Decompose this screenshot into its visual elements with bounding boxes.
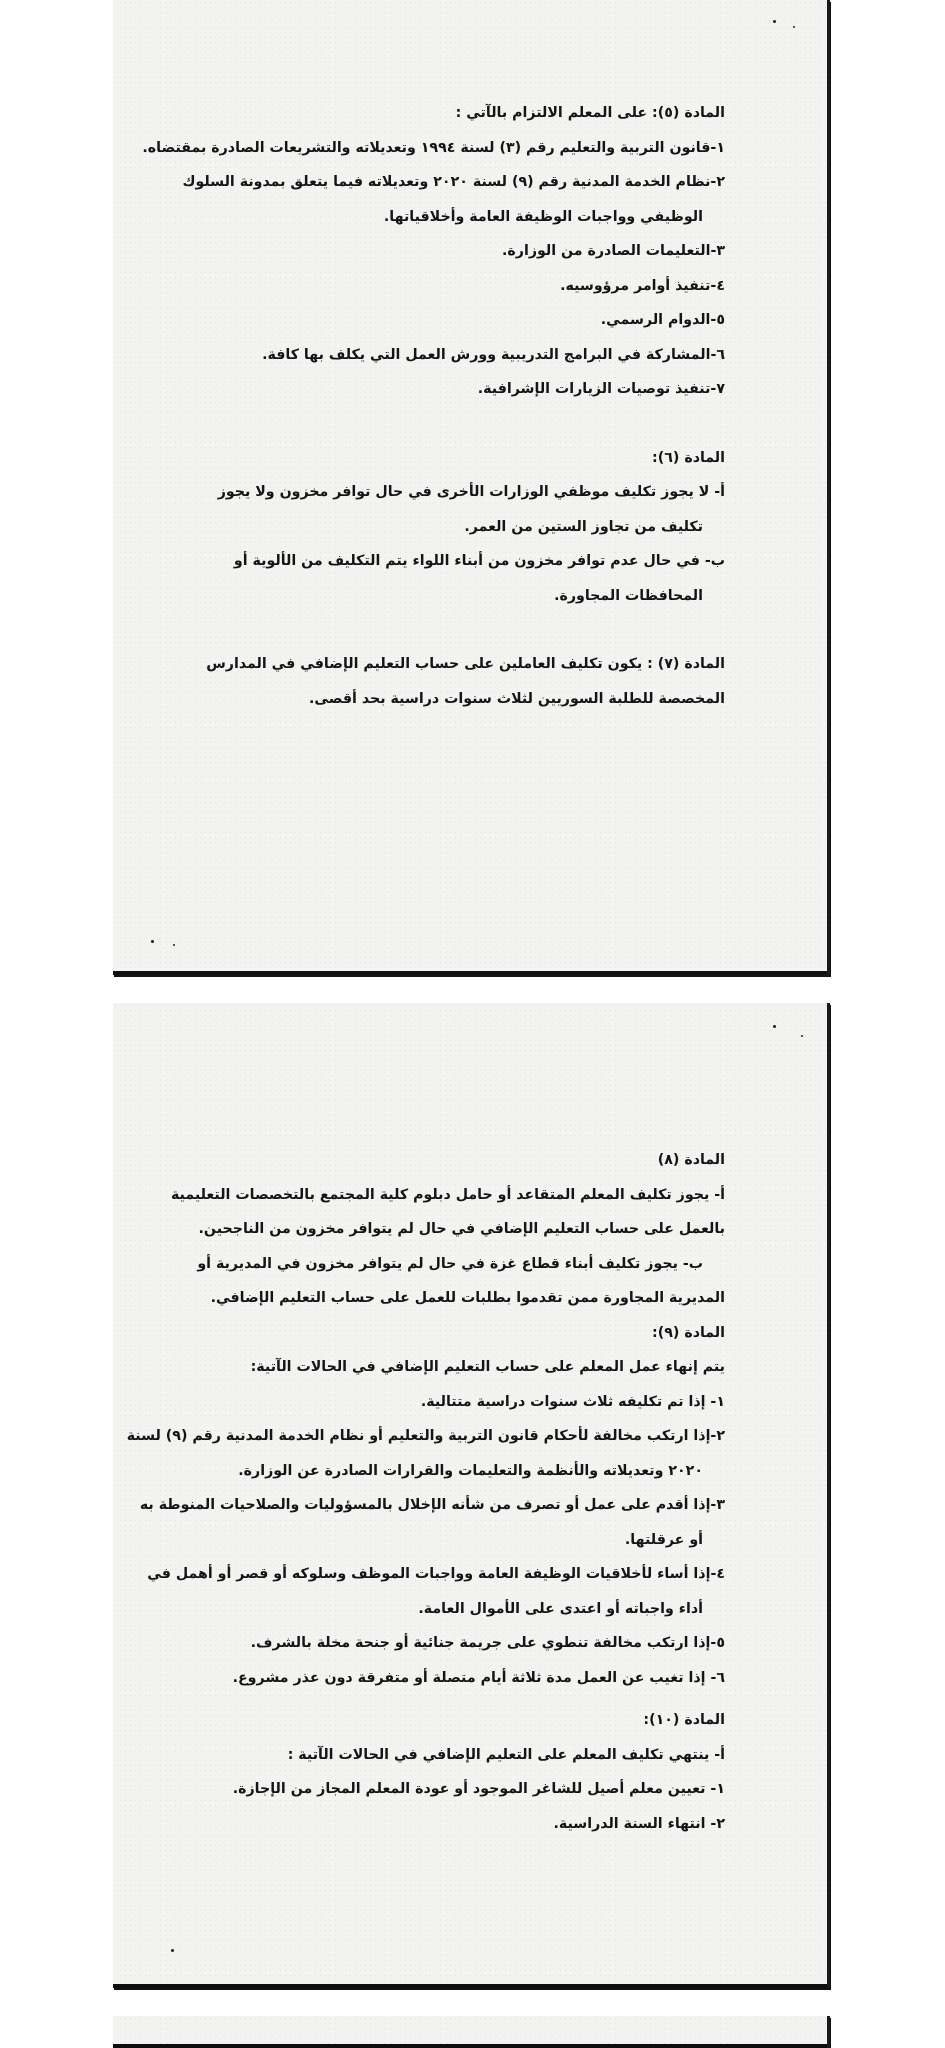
article-9-item-4-cont: أداء واجباته أو اعتدى على الأموال العامة.	[418, 1600, 703, 1617]
article-6-heading: المادة (٦):	[652, 449, 725, 466]
scan-speck	[793, 26, 795, 28]
article-6-clause-a-cont: تكليف من تجاوز الستين من العمر.	[464, 518, 703, 535]
article-9-item-5: ٥-إذا ارتكب مخالفة تنطوي على جريمة جنائية أو جنحة مخلة بالشرف.	[250, 1635, 725, 1651]
scan-speck	[801, 1035, 803, 1037]
scan-speck	[171, 1949, 174, 1952]
article-6-clause-b-cont: المحافظات المجاورة.	[554, 587, 703, 604]
article-9-item-2-cont: ٢٠٢٠ وتعديلاته والأنظمة والتعليمات والقرارات الصادرة عن الوزارة.	[238, 1462, 703, 1479]
article-5-item-5: ٥-الدوام الرسمي.	[600, 312, 725, 328]
article-5-item-2: ٢-نظام الخدمة المدنية رقم (٩) لسنة ٢٠٢٠ وتعديلاته فيما يتعلق بمدونة السلوك	[182, 174, 725, 190]
article-8-clause-a: أ- يجوز تكليف المعلم المتقاعد أو حامل دبلوم كلية المجتمع بالتخصصات التعليمية	[170, 1186, 725, 1203]
document-page-3	[113, 2016, 830, 2048]
article-9-item-4: ٤-إذا أساء لأخلاقيات الوظيفة العامة وواجبات الموظف وسلوكه أو قصر أو أهمل في	[147, 1566, 725, 1582]
article-8-clause-b: ب- يجوز تكليف أبناء قطاع غزة في حال لم يتوافر مخزون في المديرية أو	[197, 1255, 703, 1272]
article-9-heading: المادة (٩):	[652, 1324, 725, 1341]
scan-speck	[173, 944, 175, 946]
article-6-clause-b: ب- في حال عدم توافر مخزون من أبناء اللواء يتم التكليف من الألوية أو	[233, 553, 725, 569]
scan-speck	[773, 20, 776, 23]
article-5-heading: المادة (٥): على المعلم الالتزام بالآتي :	[455, 105, 725, 121]
article-10-heading: المادة (١٠):	[643, 1712, 725, 1728]
article-8-heading: المادة (٨)	[657, 1152, 725, 1168]
article-8-clause-a-cont: بالعمل على حساب التعليم الإضافي في حال لم يتوافر مخزون من الناجحين.	[198, 1221, 725, 1237]
article-9-item-6: ٦- إذا تغيب عن العمل مدة ثلاثة أيام متصلة أو متفرقة دون عذر مشروع.	[232, 1669, 725, 1686]
article-9-item-1: ١- إذا تم تكليفه ثلاث سنوات دراسية متتالية.	[420, 1393, 725, 1410]
article-10-item-1: ١- تعيين معلم أصيل للشاغر الموجود أو عودة المعلم المجاز من الإجازة.	[232, 1781, 725, 1797]
article-9-item-3-cont: أو عرقلتها.	[624, 1531, 703, 1548]
article-7-text-cont: المخصصة للطلبة السوريين لثلاث سنوات دراسية بحد أقصى.	[309, 690, 725, 707]
article-9-item-2: ٢-إذا ارتكب مخالفة لأحكام قانون التربية والتعليم أو نظام الخدمة المدنية رقم (٩) لسنة	[126, 1428, 725, 1444]
article-6-clause-a: أ- لا يجوز تكليف موظفي الوزارات الأخرى في حال توافر مخزون ولا يجوز	[217, 484, 725, 500]
page-1-text	[142, 96, 725, 716]
article-5-item-3: ٣-التعليمات الصادرة من الوزارة.	[502, 243, 725, 259]
document-page-1	[113, 0, 830, 975]
article-8-clause-b-cont: المديرية المجاورة ممن تقدموا بطلبات للعمل على حساب التعليم الإضافي.	[210, 1290, 725, 1306]
article-7-text: المادة (٧) : يكون تكليف العاملين على حساب التعليم الإضافي في المدارس	[206, 656, 725, 672]
article-10-clause-a: أ- ينتهي تكليف المعلم على التعليم الإضافي في الحالات الآتية :	[287, 1746, 725, 1763]
article-9-item-3: ٣-إذا أقدم على عمل أو تصرف من شأنه الإخلال بالمسؤوليات والصلاحيات المنوطة به	[139, 1497, 725, 1513]
scan-speck	[151, 940, 154, 943]
scan-speck	[773, 1025, 776, 1028]
article-5-item-6: ٦-المشاركة في البرامج التدريبية وورش العمل التي يكلف بها كافة.	[262, 346, 725, 363]
document-page-2	[113, 1003, 830, 1988]
article-9-intro: يتم إنهاء عمل المعلم على حساب التعليم الإضافي في الحالات الآتية:	[250, 1359, 725, 1375]
article-5-item-1: ١-قانون التربية والتعليم رقم (٣) لسنة ١٩٩٤ وتعديلاته والتشريعات الصادرة بمقتضاه.	[142, 139, 725, 156]
page-2-text	[126, 1143, 725, 1841]
article-10-item-2: ٢- انتهاء السنة الدراسية.	[553, 1815, 725, 1832]
article-5-item-4: ٤-تنفيذ أوامر مرؤوسيه.	[560, 277, 725, 294]
article-5-item-2-cont: الوظيفي وواجبات الوظيفة العامة وأخلاقياتها.	[383, 208, 703, 225]
article-5-item-7: ٧-تنفيذ توصيات الزيارات الإشرافية.	[477, 381, 725, 397]
